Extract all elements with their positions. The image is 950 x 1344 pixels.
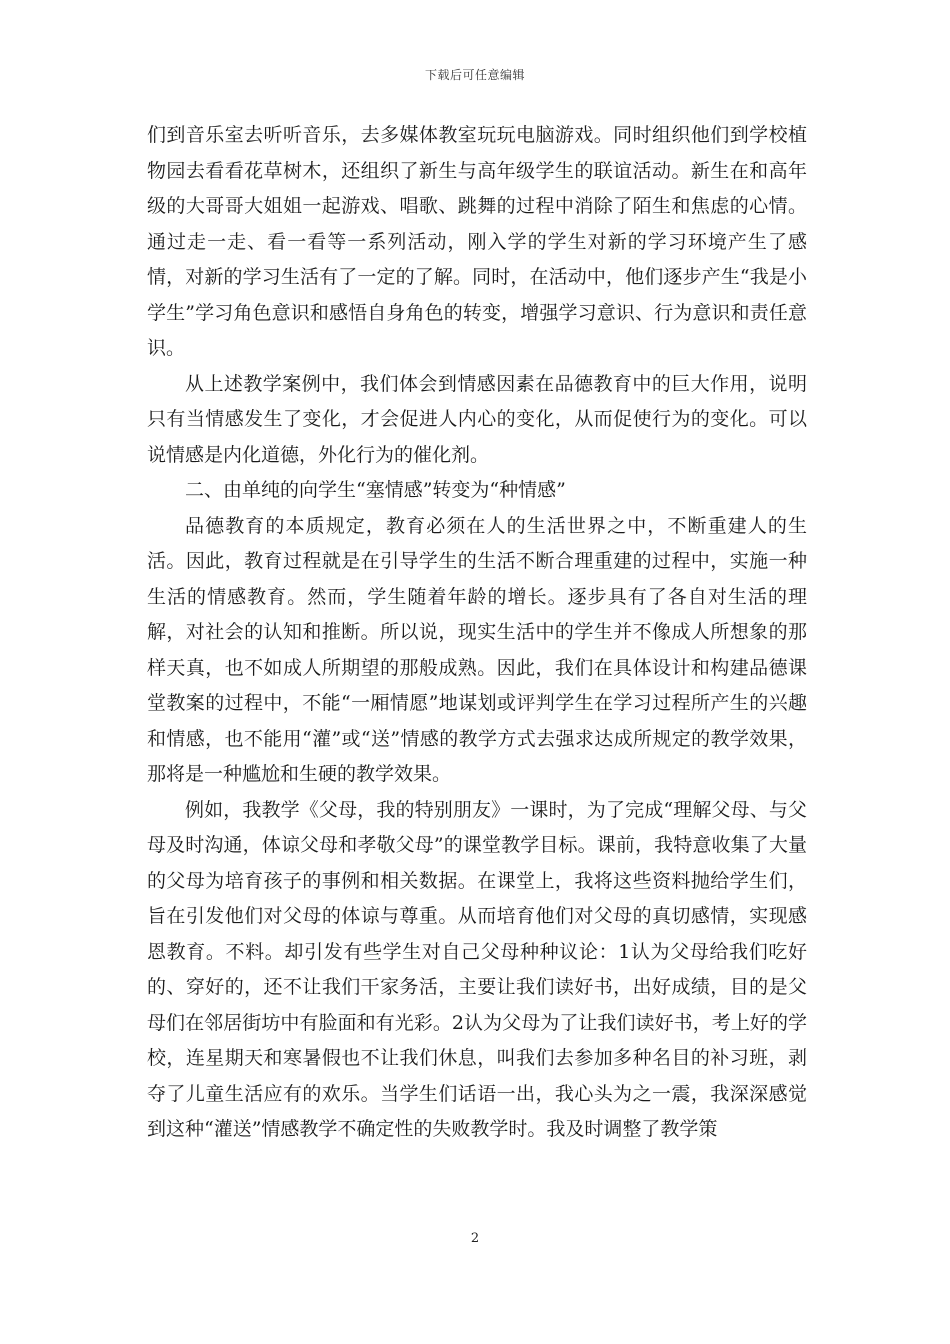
- paragraph: 品德教育的本质规定，教育必须在人的生活世界之中，不断重建人的生活。因此，教育过程就是在引导学生的生活不断合理重建的过程中，实施一种生活的情感教育。然而，学生随着年龄的增长。逐步具有了各自对生活的理解，对社会的认知和推断。所以说，现实生活中的学生并不像成人所想象的那样天真，也不如成人所期望的那般成熟。因此，我们在具体设计和构建品德课堂教案的过程中，不能“一厢情愿”地谋划或评判学生在学习过程所产生的兴趣和情感，也不能用“灌”或“送”情感的教学方式去强求达成所规定的教学效果，那将是一种尴尬和生硬的教学效果。: [147, 514, 807, 785]
- paragraph: 例如，我教学《父母，我的特别朋友》一课时，为了完成“理解父母、与父母及时沟通，体谅父母和孝敬父母”的课堂教学目标。课前，我特意收集了大量的父母为培育孩子的事例和相关数据。在课堂上，我将这些资料抛给学生们，旨在引发他们对父母的体谅与尊重。从而培育他们对父母的真切感情，实现感恩教育。不料。却引发有些学生对自己父母种种议论：1认为父母给我们吃好的、穿好的，还不让我们干家务活，主要让我们读好书，出好成绩，目的是父母们在邻居街坊中有脸面和有光彩。2认为父母为了让我们读好书，考上好的学校，连星期天和寒暑假也不让我们休息，叫我们去参加多种名目的补习班，剥夺了儿童生活应有的欢乐。当学生们话语一出，我心头为之一震，我深深感觉到这种“灌送”情感教学不确定性的失败教学时。我及时调整了教学策: [147, 798, 807, 1140]
- page-number: 2: [470, 1231, 480, 1246]
- section-heading: 二、由单纯的向学生“塞情感”转变为“种情感”: [185, 479, 566, 501]
- paragraph: 从上述教学案例中，我们体会到情感因素在品德教育中的巨大作用，说明只有当情感发生了变化，才会促进人内心的变化，从而促使行为的变化。可以说情感是内化道德，外化行为的催化剂。: [147, 372, 807, 466]
- paragraph: 们到音乐室去听听音乐，去多媒体教室玩玩电脑游戏。同时组织他们到学校植物园去看看花草树木，还组织了新生与高年级学生的联谊活动。新生在和高年级的大哥哥大姐姐一起游戏、唱歌、跳舞的过程中消除了陌生和焦虑的心情。通过走一走、看一看等一系列活动，刚入学的学生对新的学习环境产生了感情，对新的学习生活有了一定的了解。同时，在活动中，他们逐步产生“我是小学生”学习角色意识和感悟自身角色的转变，增强学习意识、行为意识和责任意识。: [147, 124, 807, 359]
- page-header: 下载后可任意编辑: [424, 68, 525, 82]
- body-text: [147, 118, 807, 1148]
